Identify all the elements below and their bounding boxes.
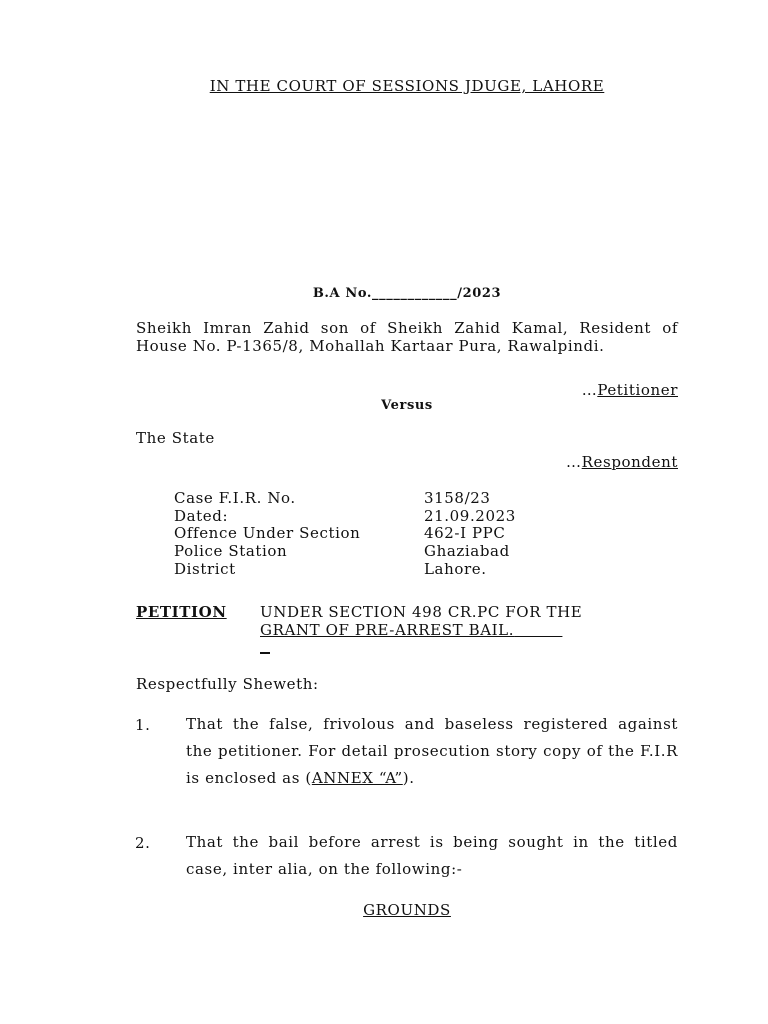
case-detail-row [174,542,594,560]
case-detail-row [174,524,594,542]
salutation: Respectfully Sheweth: [136,675,319,693]
paragraph-text [186,711,678,792]
versus-label: Versus [381,398,433,413]
paragraph-body: That the false, frivolous and baseless registered against the petitioner. For detail prosecution story copy of the F.I.R is enclosed as ( [186,715,678,787]
paragraph-text: That the bail before arrest is being sought in the titled case, inter alia, on the following:- [186,833,678,878]
petition-title-line2-text: GRANT OF PRE-ARREST BAIL. [260,621,515,639]
case-detail-row [174,507,594,525]
grounds-heading: GROUNDS [363,901,451,919]
petitioner-details: Sheikh Imran Zahid son of Sheikh Zahid Kamal, Resident of House No. P-1365/8, Mohallah Kartaar Pura, Rawalpindi. [136,319,678,355]
respondent-label-text: Respondent [581,453,678,471]
bail-application-number: B.A No.____________/2023 [312,286,502,301]
case-detail-value: 3158/23 [424,489,491,507]
respondent-prefix: … [566,453,582,471]
case-detail-value: Lahore. [424,560,487,578]
case-detail-label: Police Station [174,542,288,560]
case-detail-label: Dated: [174,507,229,525]
case-detail-row [174,560,594,578]
paragraph-closing: ). [402,769,415,787]
case-detail-label: District [174,560,236,578]
petitioner-label-text: Petitioner [597,381,678,399]
court-heading: IN THE COURT OF SESSIONS JDUGE, LAHORE [209,77,605,95]
paragraph-number: 2. [135,834,151,852]
case-detail-row [174,489,594,507]
petitioner-label [400,381,678,399]
case-detail-value: Ghaziabad [424,542,510,560]
annex-reference: ANNEX “A” [311,769,403,787]
underline-mark [260,652,270,654]
petition-title-line1: UNDER SECTION 498 CR.PC FOR THE [260,603,583,621]
respondent-label [400,453,678,471]
respondent-name: The State [136,429,215,447]
petition-label: PETITION [136,603,227,621]
petitioner-prefix: … [581,381,598,399]
case-detail-label: Case F.I.R. No. [174,489,296,507]
case-detail-value: 462-I PPC [424,524,506,542]
case-detail-value: 21.09.2023 [424,507,516,525]
petition-title-line2 [260,621,562,639]
case-detail-label: Offence Under Section [174,524,361,542]
paragraph-number: 1. [135,716,151,734]
